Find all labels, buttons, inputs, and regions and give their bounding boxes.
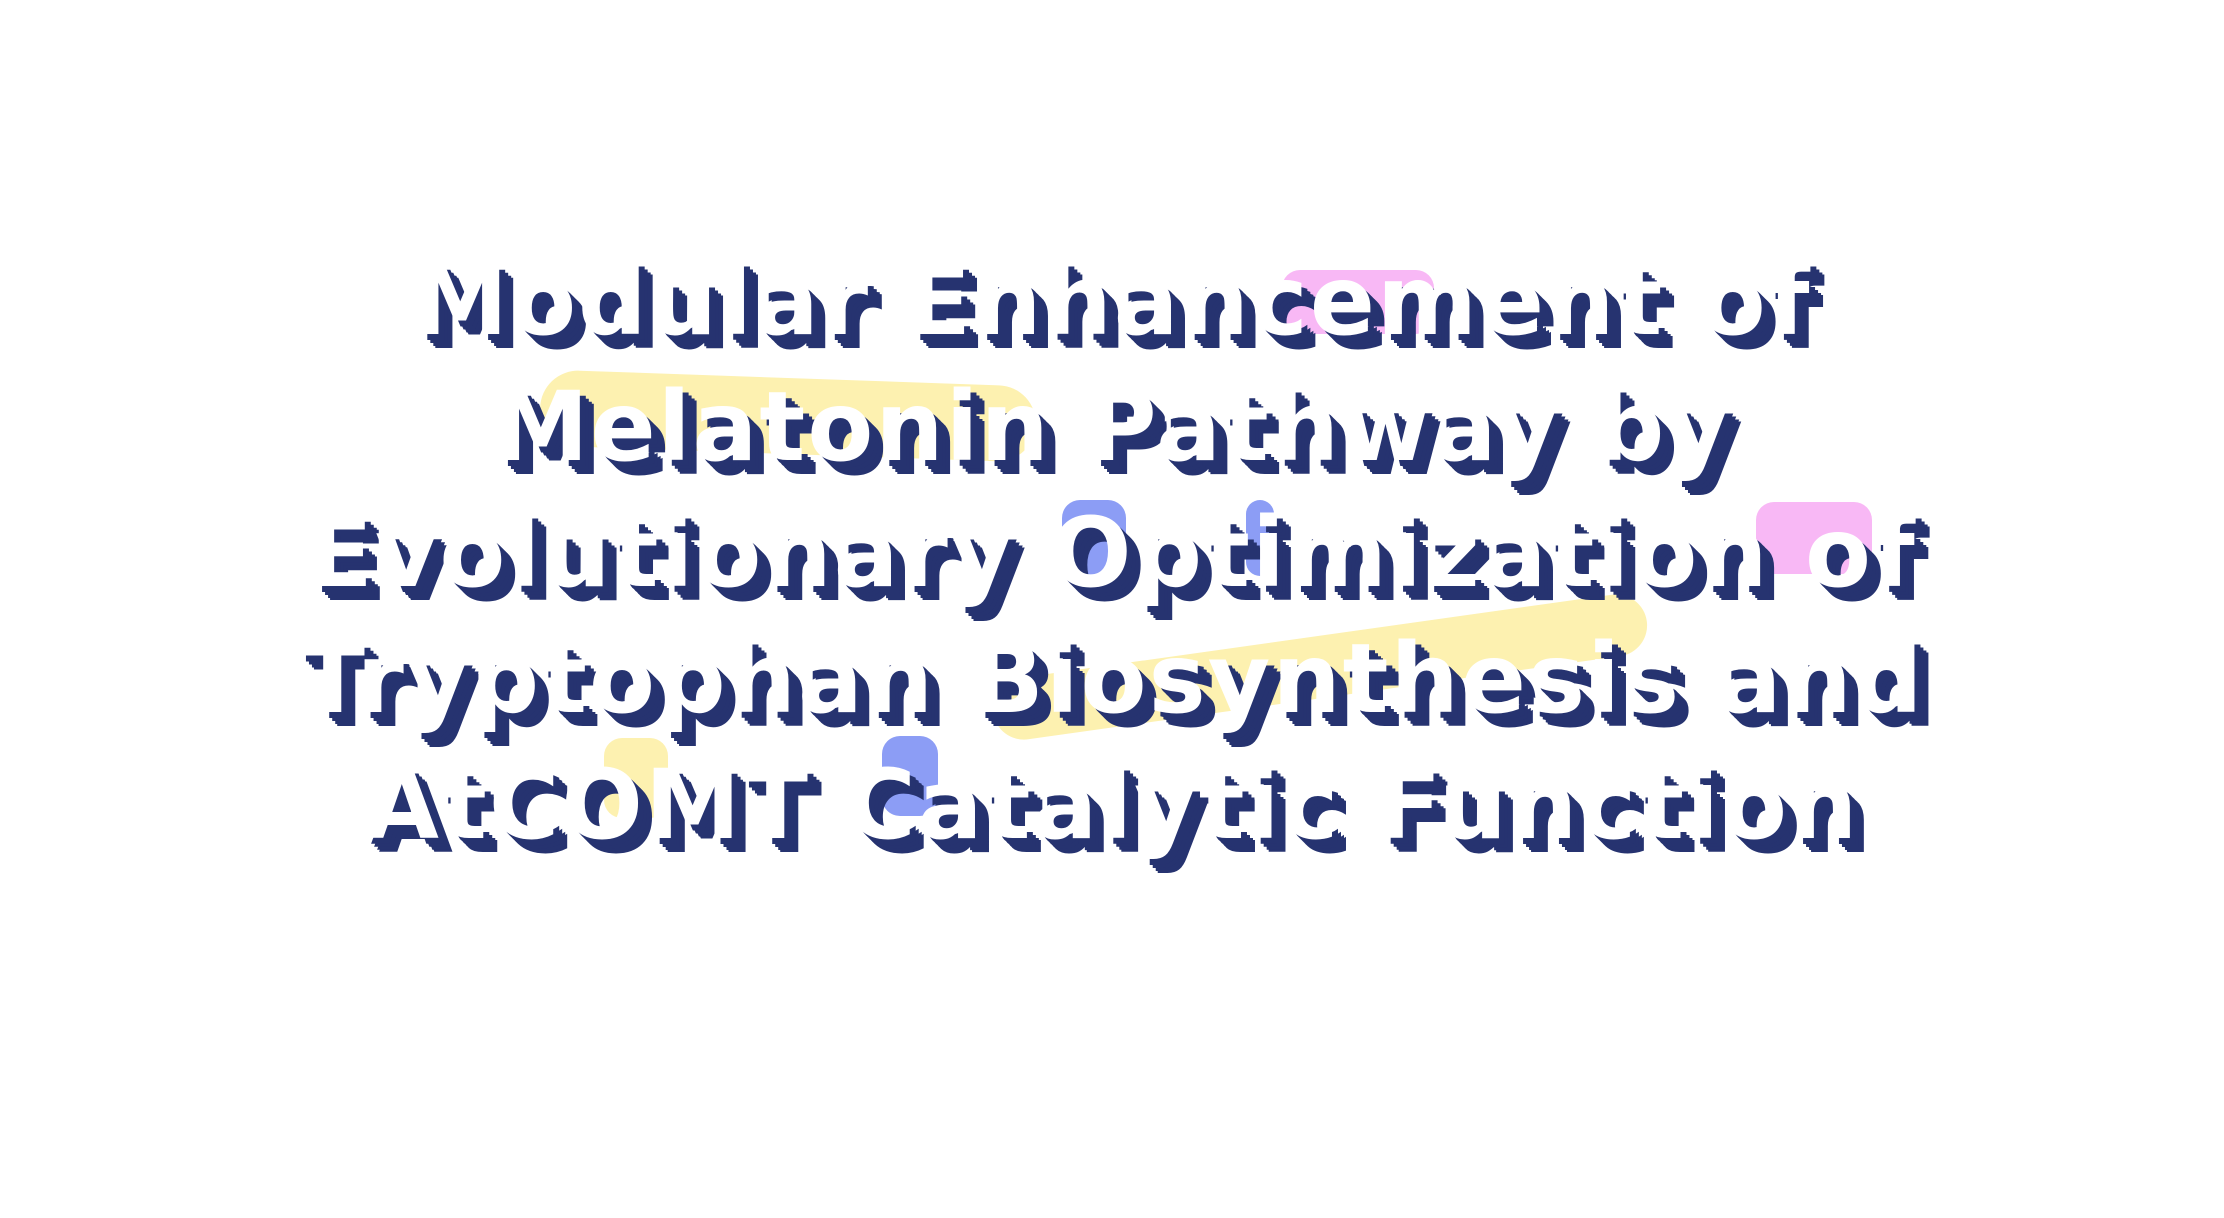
page-title [0, 238, 2224, 868]
title-line: AtCOMT Catalytic Function [364, 749, 1860, 861]
title-line: Tryptophan Biosynthesis and [299, 623, 1925, 735]
title-line: Modular Enhancement of [412, 245, 1812, 357]
title-line: Evolutionary Optimization of [307, 497, 1917, 609]
title-line: Melatonin Pathway by [493, 371, 1731, 483]
title-block [0, 238, 2224, 868]
